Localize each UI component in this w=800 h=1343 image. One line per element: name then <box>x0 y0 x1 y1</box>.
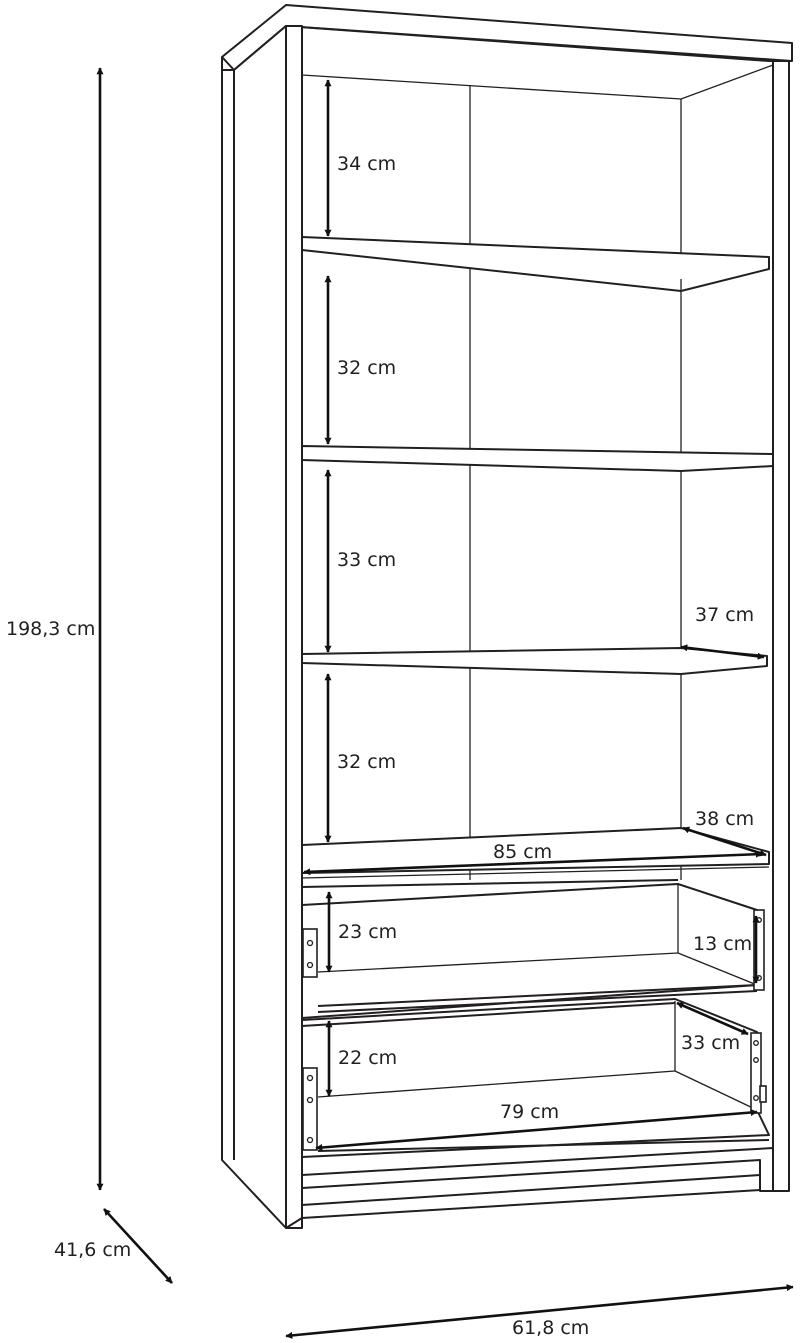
drawer-2-width-label: 79 cm <box>500 1101 560 1123</box>
shelf-2 <box>302 446 773 471</box>
left-front-edge <box>286 26 302 1228</box>
overall-height-label: 198,3 cm <box>6 618 96 640</box>
right-front-edge <box>773 61 789 1191</box>
overall-depth-label: 41,6 cm <box>54 1239 132 1261</box>
shelf-3-height-label: 33 cm <box>337 549 397 571</box>
shelf-4-height-label: 32 cm <box>337 751 397 773</box>
drawer-1-height-label: 23 cm <box>338 921 398 943</box>
top-board <box>222 5 792 70</box>
shelf-3 <box>302 648 767 674</box>
drawer-2-depth-label: 33 cm <box>681 1032 741 1054</box>
drawer-1-inner-height-label: 13 cm <box>693 933 753 955</box>
drawer-1-runner-left <box>303 929 317 977</box>
shelf-depth-upper-label: 37 cm <box>695 604 755 626</box>
shelf-width-label: 85 cm <box>493 841 553 863</box>
drawer-2-stop <box>760 1086 766 1102</box>
shelf-1 <box>302 237 769 291</box>
overall-width-label: 61,8 cm <box>512 1317 590 1339</box>
shelf-1-height-label: 34 cm <box>337 153 397 175</box>
drawer-2-height-label: 22 cm <box>338 1047 398 1069</box>
left-side-panel <box>222 26 286 1228</box>
drawer-2 <box>302 999 769 1157</box>
shelf-2-height-label: 32 cm <box>337 357 397 379</box>
shelf-depth-lower-label: 38 cm <box>695 808 755 830</box>
